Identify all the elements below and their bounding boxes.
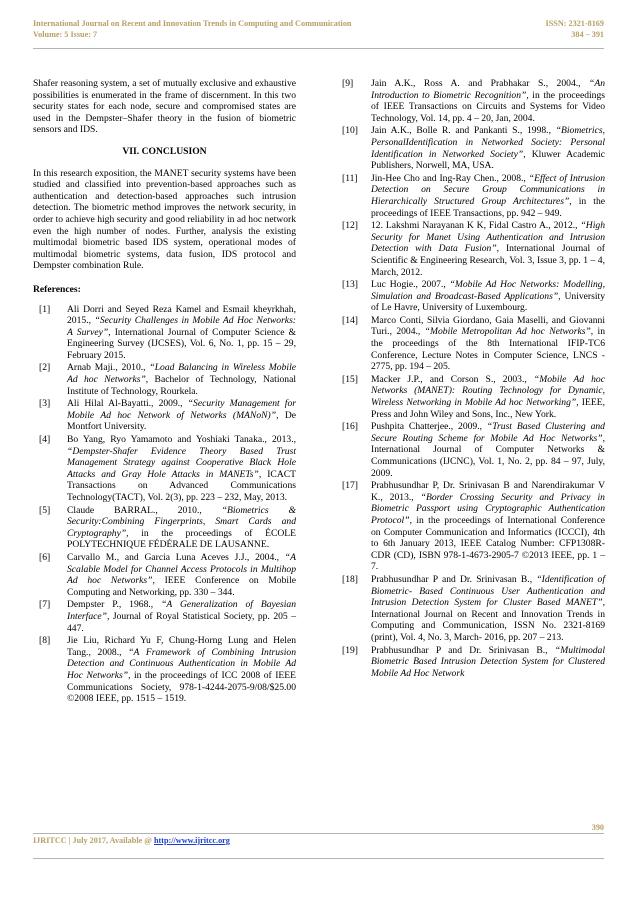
reference-source: , in the proceedings of International Conference on Computer Communication and Informatics (ICCCI), 4th to 6th January 2013, IEEE Catalog Number: CFP1308R-CDR (CD), ISBN 978-1-4673-2905-7 ©2013 IEEE, pp. 1 – 7. xyxy=(371,514,605,573)
reference-title: “Identification of Biometric- Based Continuous User Authentication and Intrusion Detection System for Cluster Based MANET” xyxy=(371,573,606,609)
intro-paragraph: Shafer reasoning system, a set of mutually exclusive and exhaustive possibilities is enumerated in the frame of discernment. In this two security states for each node, secure and compromised states are used in the Dempster–Shafer theory in the fusion of biometric sensors and IDS. xyxy=(33,78,296,136)
reference-text xyxy=(371,173,605,219)
reference-source: , International Journal on Recent and Innovation Trends in Computing and Communication, ISSN No. 2321-8169 (print), Vol. 4, No. 3, March- 2016, pp. 207 – 213. xyxy=(371,597,605,643)
running-header xyxy=(33,18,604,40)
reference-text xyxy=(371,480,605,573)
reference-title: “High Security for Manet Using Authentication and Intrusion Detection with Data Fusion” xyxy=(371,220,605,255)
reference-number: [18] xyxy=(342,573,358,585)
reference-number: [10] xyxy=(342,125,358,137)
reference-item xyxy=(33,599,296,634)
reference-list-right xyxy=(342,78,605,679)
reference-item xyxy=(33,362,296,397)
reference-text xyxy=(371,78,605,124)
reference-text xyxy=(67,505,296,551)
reference-source: , Bachelor of Technology, National Institute of Technology, Rourkela. xyxy=(67,374,296,397)
reference-number: [7] xyxy=(39,599,51,611)
volume-issue: Volume: 5 Issue: 7 xyxy=(33,30,98,39)
reference-item xyxy=(33,304,296,362)
reference-source: , Kluwer Academic Publishers, Norwell, MA, USA. xyxy=(371,148,605,172)
header-rule xyxy=(33,48,604,49)
reference-source: , International Journal of Scientific & Engineering Research, Vol. 3, Issue 3, pp. 1 – 4, March, 2012. xyxy=(371,243,605,278)
reference-item xyxy=(33,398,296,433)
reference-number: [4] xyxy=(39,434,51,446)
reference-source: , in the proceedings of IEEE Transactions, pp. 942 – 949. xyxy=(371,195,606,219)
reference-item xyxy=(342,279,605,314)
reference-title: “Multimodal Biometric Based Intrusion Detection System for Clustered Mobile Ad Hoc Network xyxy=(371,644,605,679)
reference-text xyxy=(371,125,605,171)
reference-item xyxy=(342,421,605,479)
reference-title: “Mobile Ad hoc Networks (MANET): Routing Technology for Dynamic, Wireless Networking in Mobile Ad hoc Networking” xyxy=(371,373,605,409)
reference-number: [3] xyxy=(39,398,51,410)
reference-item xyxy=(342,173,605,219)
reference-authors: Prabhusundhar P and Dr. Srinivasan B., xyxy=(371,644,555,656)
reference-list-left xyxy=(33,304,296,705)
references-heading: References: xyxy=(33,283,81,295)
reference-title: “Security Management for Mobile Ad hoc Network of Networks (MANoN)” xyxy=(67,398,296,421)
footer-text: IJRITCC | July 2017, Available @ xyxy=(33,836,154,845)
reference-title: “Load Balancing in Wireless Mobile Ad hoc Networks” xyxy=(67,362,296,386)
left-column xyxy=(33,78,296,706)
reference-source: , De Montfort University. xyxy=(67,409,297,433)
reference-source: , in the proceedings of IEEE Transactions on Circuits and Systems for Video Technology, Vol. 14, pp. 4 – 20, Jan, 2004. xyxy=(371,89,605,124)
reference-number: [6] xyxy=(39,551,51,563)
reference-source: , International Journal of Computer Science & Engineering Survey (IJCSES), Vol. 6, No. 1, pp. 15 – 29, February 2015. xyxy=(67,326,297,361)
reference-number: [14] xyxy=(342,314,358,326)
reference-text xyxy=(67,552,296,598)
reference-authors: Claude BARRAL., 2010., xyxy=(67,504,222,516)
reference-source: , in the proceedings of ICC 2008 of IEEE Communications Society, 978-1-4244-2075-9/08/$25.00 ©2008 IEEE, pp. 1515 – 1519. xyxy=(67,669,296,705)
reference-title: “Dempster-Shafer Evidence Theory Based Trust Management Strategy against Cooperative Black Hole Attacks and Gray Hole Attacks in MANETs” xyxy=(67,445,296,480)
issn: ISSN: 2321-8169 xyxy=(545,19,604,28)
section-heading-conclusion: VII. CONCLUSION xyxy=(122,145,207,157)
reference-text xyxy=(67,304,296,362)
reference-title: “A Generalization of Bayesian Interface” xyxy=(67,599,297,622)
reference-authors: Dempster P., 1968., xyxy=(67,599,162,611)
reference-source: , Journal of Royal Statistical Society, pp. 205 – 447. xyxy=(67,610,296,634)
reference-text xyxy=(67,398,296,433)
reference-item xyxy=(342,374,605,420)
reference-text xyxy=(67,599,296,634)
reference-item xyxy=(33,505,296,551)
reference-title: “Biometrics & Security:Combining Fingerprints, Smart Cards and Cryptography” xyxy=(67,504,296,539)
reference-text xyxy=(67,362,296,397)
reference-source: , University of Le Havre, University of Luxembourg. xyxy=(371,290,605,314)
reference-text xyxy=(371,279,605,314)
reference-title: “Security Challenges in Mobile Ad Hoc Networks: A Survey” xyxy=(67,315,296,338)
reference-text xyxy=(371,315,605,373)
reference-text xyxy=(371,645,605,680)
conclusion-paragraph: In this research exposition, the MANET security systems have been studied and classified into prevention-based approaches such as authentication and detection-based approaches such intrusion detection. The biometric method improves the network security, in order to achieve high security and good reliability in ad hoc network even the high number of nodes. Further, analysis the existing multimodal biometric based IDS system, operational modes of multimodal biometric systems, data fusion, IDS protocol and Dempster combination Rule. xyxy=(33,167,296,272)
reference-authors: Jain A.K., Bolle R. and Pankanti S., 1998., xyxy=(371,125,556,137)
reference-title: “Biometrics, PersonalIdentification in Networked Society: Personal Identification in Networked Society” xyxy=(371,125,605,160)
reference-text xyxy=(67,635,296,705)
reference-authors: Arnab Maji., 2010., xyxy=(67,362,150,374)
reference-item xyxy=(33,635,296,705)
reference-title: “Border Crossing Security and Privacy in Biometric Passport using Cryptographic Authentication Protocol” xyxy=(371,491,605,526)
reference-source: , in the proceedings of the 8th International IFIP-TC6 Conference, Lecture Notes in Computer Science, LNCS - 2775, pp. 194 – 205. xyxy=(371,326,605,373)
reference-number: [15] xyxy=(342,373,358,385)
reference-text xyxy=(371,421,605,479)
reference-source: , in the proceedings of ÉCOLE POLYTECHNIQUE FÉDÉRALE DE LAUSANNE. xyxy=(67,527,296,551)
footer xyxy=(33,836,230,845)
reference-authors: 12. Lakshmi Narayanan K K, Fidal Castro A., 2012., xyxy=(371,220,581,232)
right-column xyxy=(342,78,605,680)
reference-title: “A Scalable Model for Channel Access Protocols in Multihop Ad hoc Networks” xyxy=(67,551,296,587)
reference-authors: Prabhusundhar P, Dr. Srinivasan B and Narendirakumar V K., 2013., xyxy=(371,480,605,503)
reference-number: [8] xyxy=(39,635,51,647)
reference-item xyxy=(342,125,605,171)
reference-item xyxy=(342,574,605,644)
reference-number: [1] xyxy=(39,303,51,315)
reference-number: [19] xyxy=(342,644,358,656)
reference-authors: Bo Yang, Ryo Yamamoto and Yoshiaki Tanaka., 2013., xyxy=(67,434,296,446)
reference-item xyxy=(33,552,296,598)
reference-text xyxy=(371,220,605,278)
reference-title: “Trust Based Clustering and Secure Routing Scheme for Mobile Ad Hoc Networks” xyxy=(371,421,605,444)
reference-source: , ICACT Transactions on Advanced Communications Technology(TACT), Vol. 2(3), pp. 223 – 232, May, 2013. xyxy=(67,468,297,503)
reference-title: “An Introduction to Biometric Recognition” xyxy=(371,78,605,101)
reference-authors: Jin-Hee Cho and Ing-Ray Chen., 2008., xyxy=(371,172,529,184)
reference-authors: Jain A.K., Ross A. and Prabhakar S., 2004., xyxy=(371,78,589,89)
reference-number: [9] xyxy=(342,78,354,89)
footer-link[interactable]: http://www.ijritcc.org xyxy=(153,836,230,845)
reference-item xyxy=(342,78,605,124)
reference-authors: Ali Dorri and Seyed Reza Kamel and Esmail kheyrkhah, 2015., xyxy=(67,303,296,327)
reference-authors: Pushpita Chatterjee., 2009., xyxy=(371,421,487,433)
reference-text xyxy=(371,374,605,420)
reference-source: , IEEE, Press and John Wiley and Sons, Inc., New York. xyxy=(371,397,605,420)
reference-item xyxy=(33,434,296,504)
reference-number: [12] xyxy=(342,220,358,232)
reference-text xyxy=(67,434,296,504)
footer-rule xyxy=(33,833,604,834)
reference-number: [2] xyxy=(39,362,51,374)
reference-source: , IEEE Conference on Mobile Computing and Networking, pp. 330 – 344. xyxy=(67,575,296,598)
reference-title: “A Framework of Combining Intrusion Detection and Continuous Authentication in Mobile Ad Hoc Networks” xyxy=(67,646,297,681)
journal-name: International Journal on Recent and Innovation Trends in Computing and Communication xyxy=(33,19,352,28)
reference-authors: Ali Hilal Al-Bayatti., 2009., xyxy=(67,398,188,410)
reference-source: , International Journal of Computer Networks & Communications (IJCNC), Vol. 1, No. 2, pp. 84 – 97, July, 2009. xyxy=(371,432,605,479)
page-number: 390 xyxy=(591,823,604,832)
reference-authors: Macker J.P., and Corson S., 2003., xyxy=(371,373,534,385)
reference-authors: Marco Conti, Silvia Giordano, Gaia Maselli, and Giovanni Turi., 2004., xyxy=(371,314,605,338)
reference-authors: Carvallo M., and Garcia Luna Aceves J.J., 2004., xyxy=(67,551,285,563)
reference-authors: Jie Liu, Richard Yu F, Chung-Horng Lung and Helen Tang., 2008., xyxy=(67,635,296,658)
footer-bottom-rule xyxy=(33,858,604,859)
reference-title: “Effect of Intrusion Detection on Secure Group Communications in Hierarchically Structured Group Architectures” xyxy=(371,172,605,207)
reference-authors: Luc Hogie., 2007., xyxy=(371,279,450,291)
reference-title: “Mobile Metropolitan Ad hoc Networks” xyxy=(424,326,591,338)
reference-number: [11] xyxy=(342,172,358,184)
reference-number: [16] xyxy=(342,421,358,433)
reference-number: [5] xyxy=(39,504,51,516)
reference-item xyxy=(342,315,605,373)
reference-text xyxy=(371,574,605,644)
reference-item xyxy=(342,645,605,680)
reference-title: “Mobile Ad Hoc Networks: Modelling, Simulation and Broadcast-Based Applications” xyxy=(371,279,605,302)
reference-number: [13] xyxy=(342,279,358,291)
page-range: 384 – 391 xyxy=(571,30,604,39)
reference-item xyxy=(342,220,605,278)
reference-number: [17] xyxy=(342,480,358,492)
reference-authors: Prabhusundhar P and Dr. Srinivasan B., xyxy=(371,573,537,585)
reference-item xyxy=(342,480,605,573)
